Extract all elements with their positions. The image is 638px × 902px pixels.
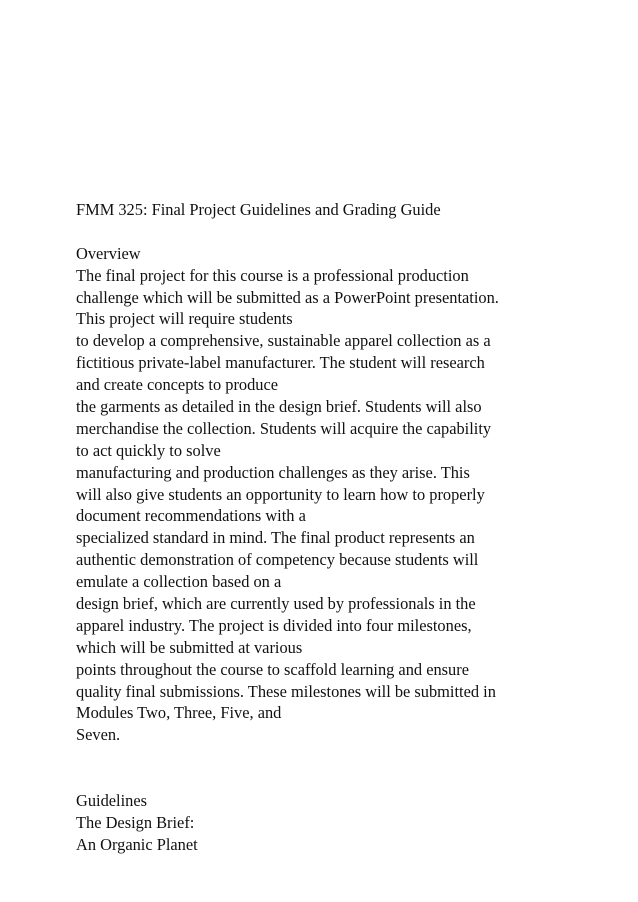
document-title: FMM 325: Final Project Guidelines and Grading Guide (76, 200, 441, 219)
guidelines-heading: Guidelines (76, 791, 148, 811)
overview-line: document recommendations with a (76, 506, 306, 526)
overview-line: specialized standard in mind. The final product represents an (76, 528, 475, 548)
overview-line: authentic demonstration of competency because students will (76, 550, 479, 570)
document-body (76, 199, 596, 856)
overview-line: Modules Two, Three, Five, and (76, 703, 282, 723)
spacer (76, 221, 596, 243)
overview-line: quality final submissions. These milestones will be submitted in (76, 681, 496, 701)
overview-line: apparel industry. The project is divided into four milestones, (76, 615, 472, 635)
overview-line: merchandise the collection. Students will acquire the capability (76, 418, 492, 438)
overview-line: design brief, which are currently used by professionals in the (76, 594, 476, 614)
overview-line: challenge which will be submitted as a PowerPoint presentation. (76, 287, 499, 307)
overview-line: points throughout the course to scaffold learning and ensure (76, 659, 469, 679)
overview-line: and create concepts to produce (76, 375, 279, 395)
spacer (76, 746, 596, 768)
overview-line: will also give students an opportunity to learn how to properly (76, 484, 485, 504)
overview-line: This project will require students (76, 309, 293, 329)
overview-line: The final project for this course is a professional production (76, 265, 469, 285)
overview-line: to develop a comprehensive, sustainable apparel collection as a (76, 331, 491, 351)
overview-heading: Overview (76, 243, 141, 263)
overview-line: Seven. (76, 725, 121, 745)
overview-line: manufacturing and production challenges as they arise. This (76, 462, 470, 482)
overview-line: which will be submitted at various (76, 637, 303, 657)
overview-line: fictitious private-label manufacturer. The student will research (76, 353, 485, 373)
overview-line: emulate a collection based on a (76, 572, 282, 592)
overview-line: to act quickly to solve (76, 440, 221, 460)
spacer (76, 768, 596, 790)
overview-line: the garments as detailed in the design brief. Students will also (76, 397, 482, 417)
design-brief-subtitle: An Organic Planet (76, 834, 198, 854)
design-brief-heading: The Design Brief: (76, 812, 195, 832)
